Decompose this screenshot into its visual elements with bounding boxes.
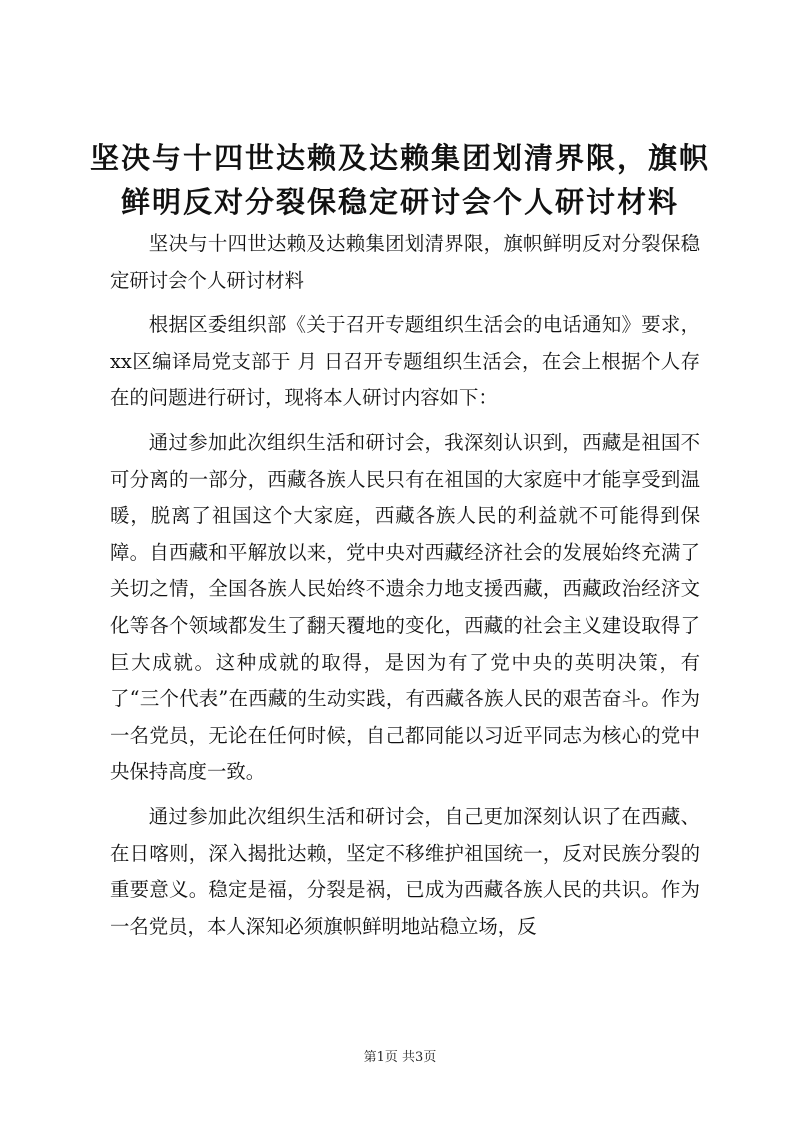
paragraph-subtitle: 坚决与十四世达赖及达赖集团划清界限，旗帜鲜明反对分裂保稳定研讨会个人研讨材料 xyxy=(110,232,700,292)
paragraph-significance: 通过参加此次组织生活和研讨会，自己更加深刻认识了在西藏、在日喀则，深入揭批达赖，坚定不移维护祖国统一，反对民族分裂的重要意义。稳定是福，分裂是祸，已成为西藏各族人民的共识。作为一名党员，本人深知必须旗帜鲜明地站稳立场，反 xyxy=(110,804,700,938)
paragraph-understanding: 通过参加此次组织生活和研讨会，我深刻认识到，西藏是祖国不可分离的一部分，西藏各族人民只有在祖国的大家庭中才能享受到温暖，脱离了祖国这个大家庭，西藏各族人民的利益就不可能得到保障。自西藏和平解放以来，党中央对西藏经济社会的发展始终充满了关切之情，全国各族人民始终不遗余力地支援西藏，西藏政治经济文化等各个领域都发生了翻天覆地的变化，西藏的社会主义建设取得了巨大成就。这种成就的取得，是因为有了党中央的英明决策，有了“三个代表”在西藏的生动实践，有西藏各族人民的艰苦奋斗。作为一名党员，无论在任何时候，自己都同能以习近平同志为核心的党中央保持高度一致。 xyxy=(110,430,700,784)
document-title xyxy=(90,136,710,224)
page-footer: 第1页 共3页 xyxy=(363,1050,437,1065)
title-line-1: 坚决与十四世达赖及达赖集团划清界限，旗帜 xyxy=(90,141,711,175)
paragraph-intro: 根据区委组织部《关于召开专题组织生活会的电话通知》要求，xx区编译局党支部于 月 日召开专题组织生活会，在会上根据个人存在的问题进行研讨，现将本人研讨内容如下： xyxy=(110,313,700,410)
title-line-2: 鲜明反对分裂保稳定研讨会个人研讨材料 xyxy=(120,185,679,219)
document-body xyxy=(110,226,700,953)
